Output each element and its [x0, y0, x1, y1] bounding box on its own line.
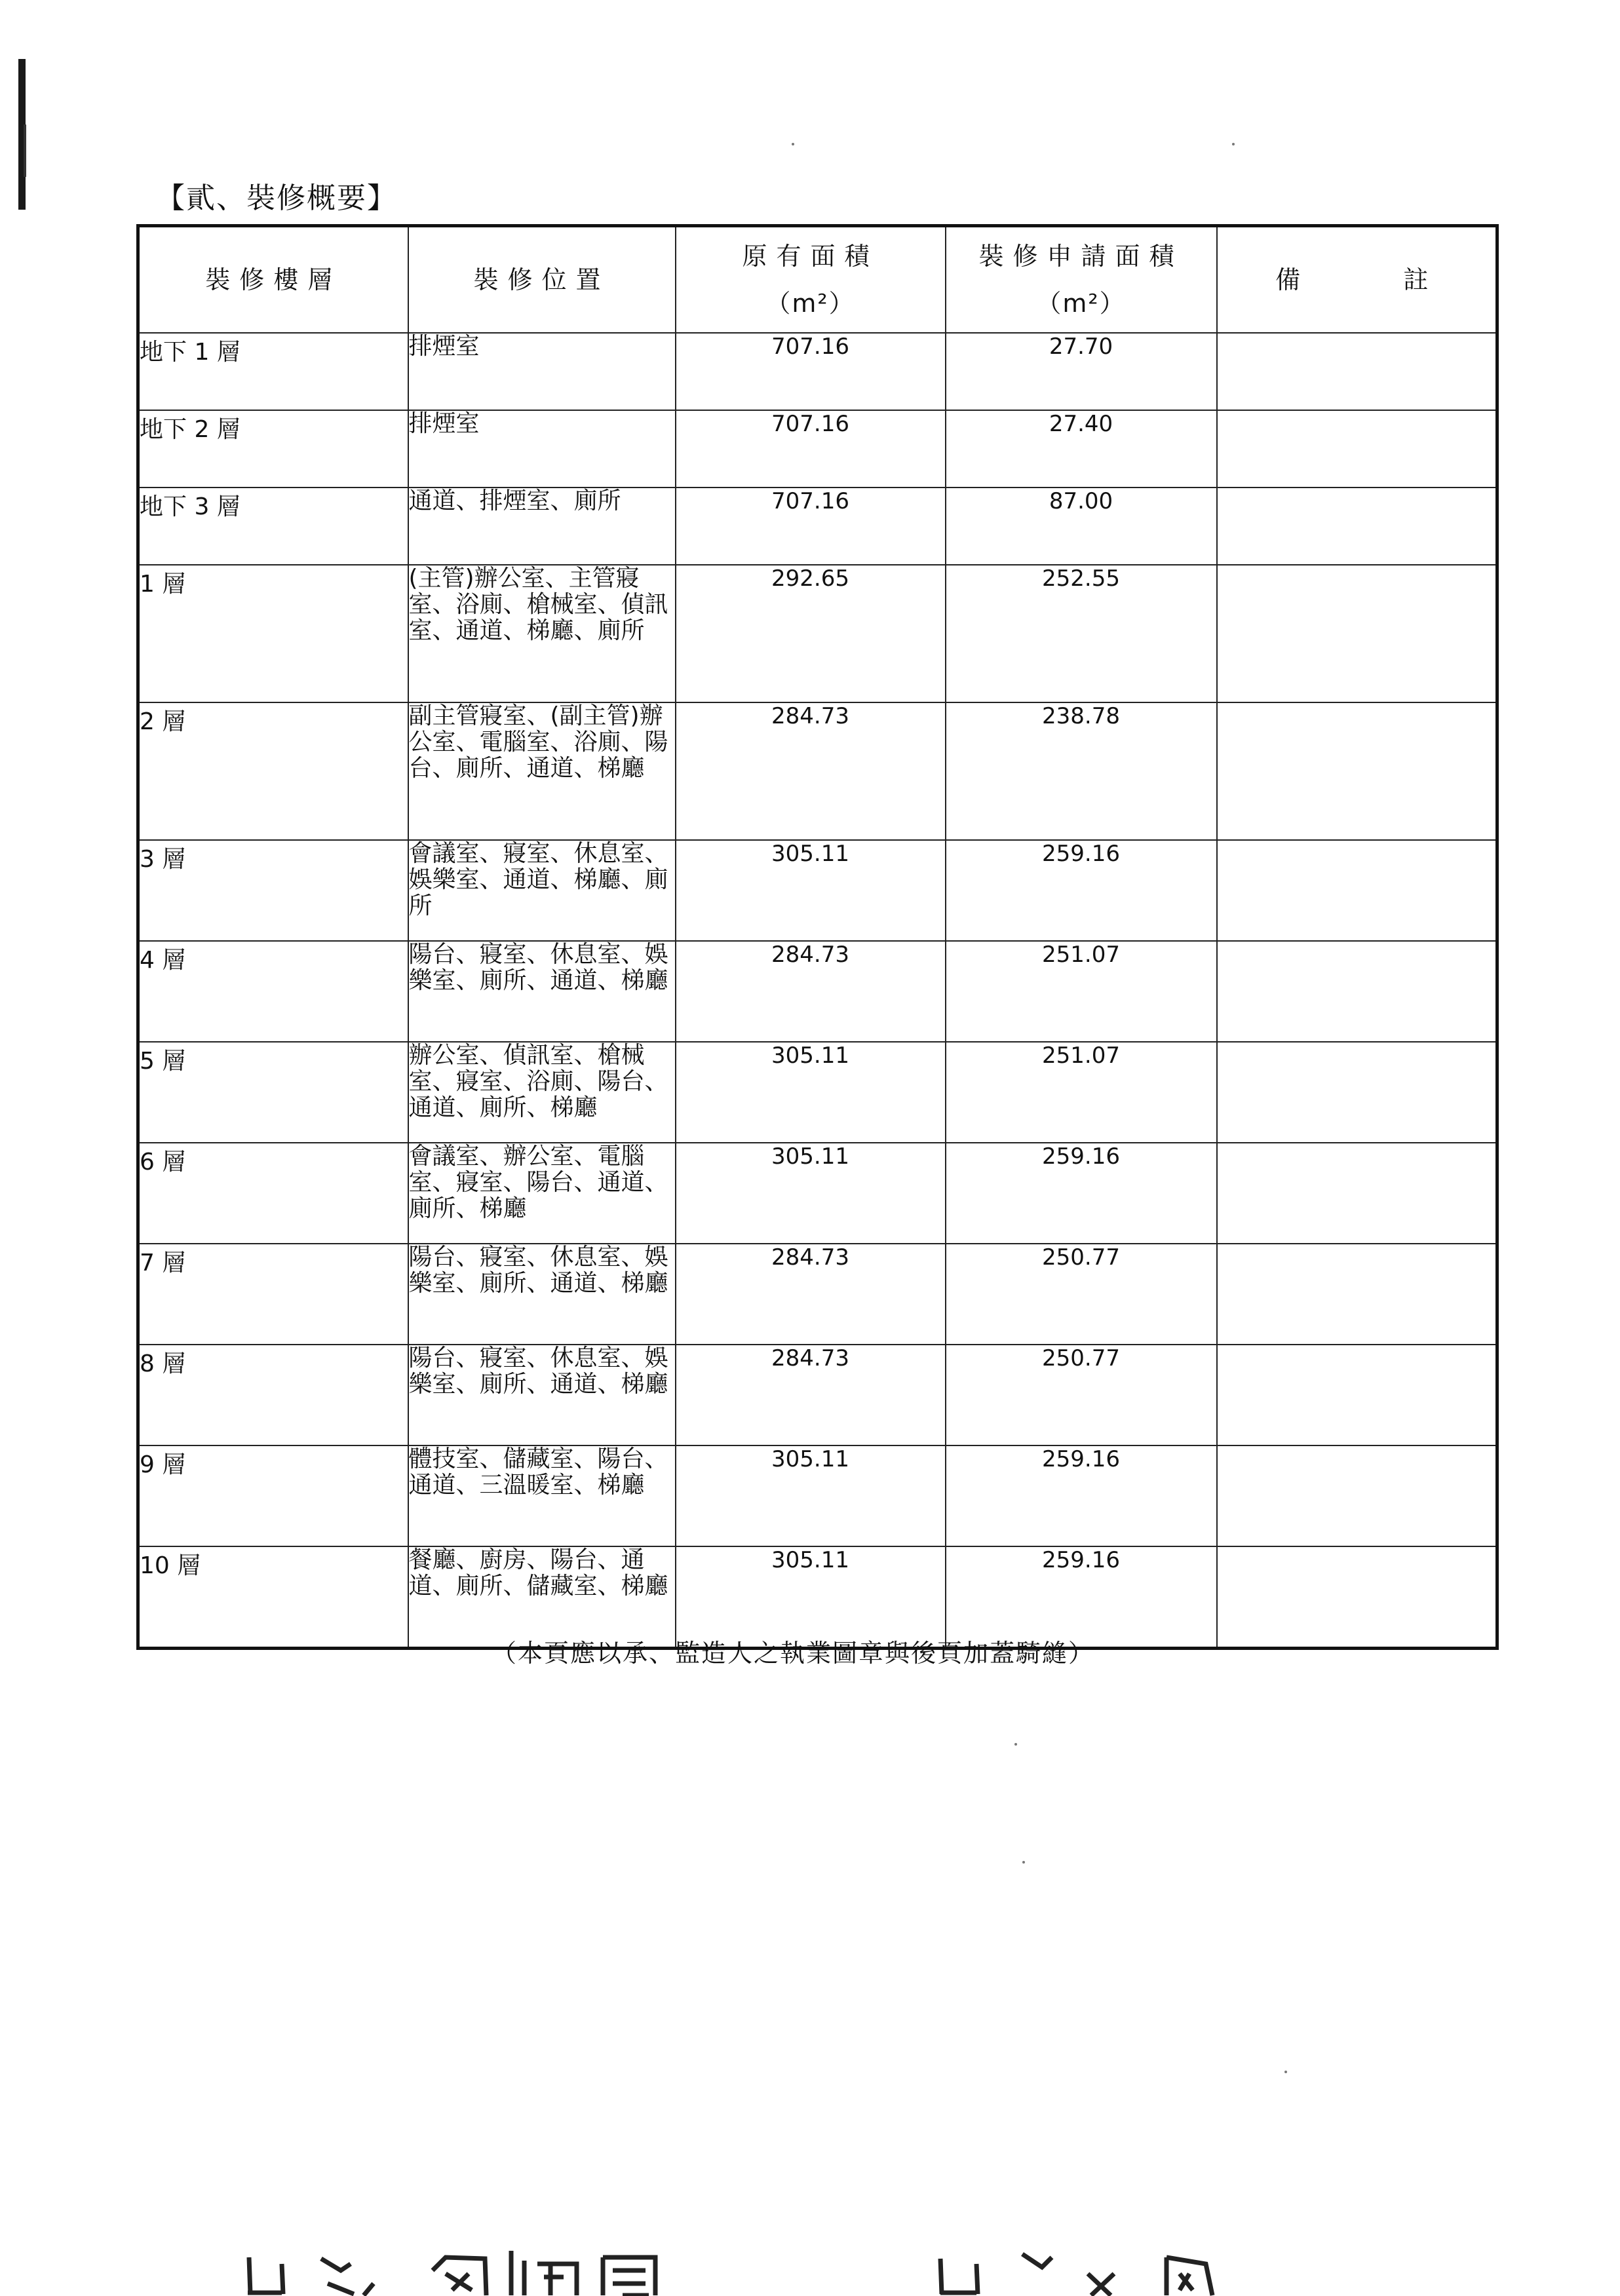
table-row: [138, 1345, 1497, 1445]
cell-original-area: 305.11: [676, 1546, 946, 1649]
cell-remark: [1217, 1244, 1497, 1345]
cell-original-area: 707.16: [676, 488, 946, 565]
table-row: [138, 410, 1497, 488]
cell-original-area: 707.16: [676, 410, 946, 488]
scan-speck: [1014, 1743, 1017, 1746]
renovation-summary-table: [136, 224, 1499, 1650]
cell-location: 副主管寢室、(副主管)辦公室、電腦室、浴廁、陽台、廁所、通道、梯廳: [408, 702, 676, 840]
cell-remark: [1217, 1143, 1497, 1244]
table-row: [138, 333, 1497, 410]
cell-location: 陽台、寢室、休息室、娛樂室、廁所、通道、梯廳: [408, 941, 676, 1042]
cell-location: 排煙室: [408, 333, 676, 410]
cell-original-area: 305.11: [676, 1445, 946, 1546]
scan-speck: [1232, 143, 1235, 145]
cell-original-area: 305.11: [676, 840, 946, 941]
table-row: [138, 1042, 1497, 1143]
header-applied-area-unit: （m²）: [1036, 289, 1126, 318]
table-row: [138, 565, 1497, 702]
cell-applied-area: 251.07: [946, 1042, 1217, 1143]
cell-location: 餐廳、廚房、陽台、通道、廁所、儲藏室、梯廳: [408, 1546, 676, 1649]
seal-footnote: （本頁應以承、監造人之執業圖章與後頁加蓋騎縫）: [492, 1639, 1095, 1668]
table-row: [138, 702, 1497, 840]
cell-floor: 4 層: [138, 941, 408, 1042]
cell-remark: [1217, 702, 1497, 840]
cell-location: 辦公室、偵訊室、槍械室、寢室、浴廁、陽台、通道、廁所、梯廳: [408, 1042, 676, 1143]
cell-applied-area: 259.16: [946, 1143, 1217, 1244]
cell-remark: [1217, 333, 1497, 410]
cell-location: 會議室、寢室、休息室、娛樂室、通道、梯廳、廁所: [408, 840, 676, 941]
cell-original-area: 292.65: [676, 565, 946, 702]
cell-remark: [1217, 941, 1497, 1042]
cell-applied-area: 250.77: [946, 1345, 1217, 1445]
table-header-row: [138, 226, 1497, 334]
cell-floor: 地下 2 層: [138, 410, 408, 488]
header-remark: [1217, 226, 1497, 334]
table-row: [138, 941, 1497, 1042]
header-applied-area-label: 裝修申請面積: [978, 242, 1184, 271]
table-row: [138, 840, 1497, 941]
cell-applied-area: 251.07: [946, 941, 1217, 1042]
cell-floor: 地下 1 層: [138, 333, 408, 410]
cell-applied-area: 27.40: [946, 410, 1217, 488]
cell-applied-area: 259.16: [946, 1445, 1217, 1546]
cell-location: 通道、排煙室、廁所: [408, 488, 676, 565]
partial-stamp-impression: [236, 2244, 668, 2296]
cell-applied-area: 250.77: [946, 1244, 1217, 1345]
binding-edge-mark: [24, 124, 26, 177]
cell-original-area: 284.73: [676, 1345, 946, 1445]
cell-applied-area: 259.16: [946, 840, 1217, 941]
cell-original-area: 284.73: [676, 1244, 946, 1345]
cell-location: 陽台、寢室、休息室、娛樂室、廁所、通道、梯廳: [408, 1345, 676, 1445]
header-original-area-label: 原有面積: [742, 242, 879, 271]
cell-original-area: 305.11: [676, 1143, 946, 1244]
header-original-area: [676, 226, 946, 334]
cell-location: 體技室、儲藏室、陽台、通道、三溫暖室、梯廳: [408, 1445, 676, 1546]
cell-applied-area: 259.16: [946, 1546, 1217, 1649]
table-row: [138, 1445, 1497, 1546]
partial-stamp-impression: [931, 2244, 1239, 2296]
header-applied-area: [946, 226, 1217, 334]
cell-floor: 8 層: [138, 1345, 408, 1445]
cell-floor: 9 層: [138, 1445, 408, 1546]
cell-remark: [1217, 1042, 1497, 1143]
cell-remark: [1217, 488, 1497, 565]
cell-remark: [1217, 1445, 1497, 1546]
cell-location: 陽台、寢室、休息室、娛樂室、廁所、通道、梯廳: [408, 1244, 676, 1345]
cell-location: 排煙室: [408, 410, 676, 488]
table-row: [138, 488, 1497, 565]
cell-remark: [1217, 840, 1497, 941]
cell-location: (主管)辦公室、主管寢室、浴廁、槍械室、偵訊室、通道、梯廳、廁所: [408, 565, 676, 702]
scan-speck: [792, 143, 794, 145]
cell-floor: 10 層: [138, 1546, 408, 1649]
cell-remark: [1217, 565, 1497, 702]
cell-applied-area: 87.00: [946, 488, 1217, 565]
cell-original-area: 707.16: [676, 333, 946, 410]
cell-floor: 6 層: [138, 1143, 408, 1244]
cell-floor: 地下 3 層: [138, 488, 408, 565]
scan-speck: [1022, 1861, 1025, 1864]
header-floor: 裝修樓層: [138, 226, 408, 334]
cell-location: 會議室、辦公室、電腦室、寢室、陽台、通道、廁所、梯廳: [408, 1143, 676, 1244]
cell-floor: 1 層: [138, 565, 408, 702]
table-row: [138, 1143, 1497, 1244]
cell-floor: 7 層: [138, 1244, 408, 1345]
cell-remark: [1217, 1345, 1497, 1445]
cell-floor: 2 層: [138, 702, 408, 840]
header-location: 裝修位置: [408, 226, 676, 334]
header-remark-b: 註: [1403, 265, 1438, 294]
table-row: [138, 1244, 1497, 1345]
cell-applied-area: 238.78: [946, 702, 1217, 840]
section-heading: 【貳、裝修概要】: [156, 182, 397, 215]
cell-floor: 5 層: [138, 1042, 408, 1143]
cell-remark: [1217, 1546, 1497, 1649]
cell-original-area: 284.73: [676, 702, 946, 840]
cell-remark: [1217, 410, 1497, 488]
cell-original-area: 284.73: [676, 941, 946, 1042]
header-original-area-unit: （m²）: [765, 289, 855, 318]
cell-original-area: 305.11: [676, 1042, 946, 1143]
header-remark-a: 備: [1275, 265, 1310, 294]
cell-floor: 3 層: [138, 840, 408, 941]
cell-applied-area: 252.55: [946, 565, 1217, 702]
scan-speck: [1284, 2071, 1287, 2073]
cell-applied-area: 27.70: [946, 333, 1217, 410]
